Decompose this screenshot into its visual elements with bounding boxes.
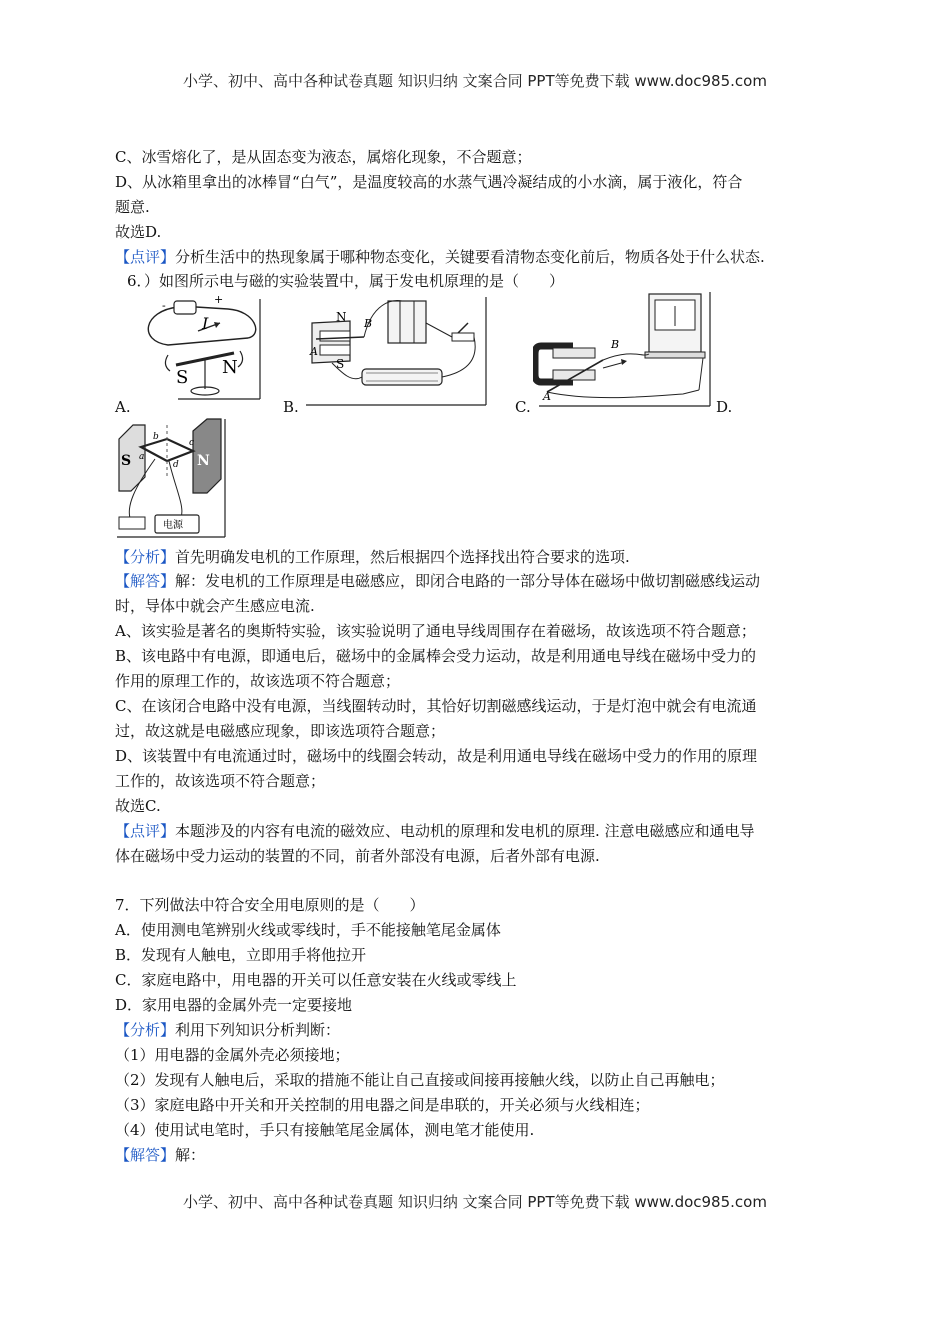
battery-minus-label: - — [162, 299, 166, 312]
rod-b-label: B — [611, 338, 620, 351]
battery-pack-icon — [388, 301, 426, 343]
review-text: 本题涉及的内容有电流的磁效应、电动机的原理和发电机的原理. 注意电磁感应和通电导 — [175, 822, 755, 840]
needle-n-label: N — [222, 357, 238, 378]
rheostat-icon — [362, 369, 442, 385]
solution-text: 解：发电机的工作原理是电磁感应，即闭合电路的一部分导体在磁场中做切割磁感线运动 — [175, 572, 761, 590]
coil-c-label: c — [189, 438, 195, 448]
rod-b-label: B — [364, 317, 373, 330]
rod-a-label: A — [543, 390, 551, 403]
switch-icon — [119, 517, 145, 529]
q7-solution — [115, 1146, 205, 1164]
q6-option-d-explanation: D、该装置中有电流通过时，磁场中的线圈会转动，故是利用通电导线在磁场中受力的作用的原理 — [115, 747, 758, 765]
magnet-s-label: S — [336, 357, 345, 371]
review-tag: 【点评】 — [115, 248, 176, 266]
solution-tag: 【解答】 — [115, 1146, 176, 1164]
q6-answer: 故选C. — [115, 797, 161, 815]
analysis-tag: 【分析】 — [115, 548, 176, 566]
q6-option-b-explanation: B、该电路中有电源，即通电后，磁场中的金属棒会受力运动，故是利用通电导线在磁场中受力的 — [115, 647, 757, 665]
q5-option-d-explanation: D、从冰箱里拿出的冰棒冒“白气”，是温度较高的水蒸气遇冷凝结成的小水滴，属于液化，符合 — [115, 173, 743, 191]
q5-answer: 故选D. — [115, 223, 162, 241]
q6-analysis — [115, 548, 630, 566]
option-a-label: A. — [115, 398, 131, 416]
figure-b-motor-principle — [302, 293, 490, 408]
q6-option-d-explanation-cont: 工作的，故该选项不符合题意； — [115, 772, 326, 790]
q5-option-c-explanation: C、冰雪熔化了，是从固态变为液态，属熔化现象，不合题意； — [115, 148, 532, 166]
solution-tag: 【解答】 — [115, 572, 176, 590]
analysis-text: 首先明确发电机的工作原理，然后根据四个选择找出符合要求的选项. — [175, 548, 630, 566]
q6-review-cont: 体在磁场中受力运动的装置的不同，前者外部没有电源，后者外部有电源. — [115, 847, 600, 865]
review-tag: 【点评】 — [115, 822, 176, 840]
figure-d-coil-motor — [115, 417, 229, 541]
q6-option-a-explanation: A、该实验是著名的奥斯特实验，该实验说明了通电导线周围存在着磁场，故该选项不符合题意； — [115, 622, 756, 640]
battery-icon — [174, 301, 196, 314]
q6-solution-cont: 时，导体中就会产生感应电流. — [115, 597, 315, 615]
option-d-label: D. — [716, 398, 733, 416]
battery-plus-label: + — [214, 293, 224, 306]
q6-option-c-explanation: C、在该闭合电路中没有电源，当线圈转动时，其恰好切割磁感线运动，于是灯泡中就会有电流通 — [115, 697, 757, 715]
q6-option-b-explanation-cont: 作用的原理工作的，故该选项不符合题意； — [115, 672, 401, 690]
solution-text: 解： — [175, 1146, 206, 1164]
figure-c-generator-galvanometer — [533, 288, 713, 410]
q6-option-c-explanation-cont: 过，故这就是电磁感应现象，即该选项符合题意； — [115, 722, 446, 740]
q7-stem: 7．下列做法中符合安全用电原则的是（ ） — [115, 896, 425, 914]
page-header: 小学、初中、高中各种试卷真题 知识归纳 文案合同 PPT等免费下载 www.doc985.com — [183, 72, 767, 90]
option-b-label: B. — [283, 398, 299, 416]
q7-option-b: B．发现有人触电，立即用手将他拉开 — [115, 946, 367, 964]
needle-s-label: S — [176, 367, 189, 388]
q5-review — [115, 248, 765, 266]
coil-b-label: b — [153, 432, 159, 442]
q6-stem: 6．）如图所示电与磁的实验装置中，属于发电机原理的是（ ） — [127, 272, 565, 290]
q7-analysis — [115, 1021, 340, 1039]
q7-point-2: （2）发现有人触电后，采取的措施不能让自己直接或间接再接触火线，以防止自己再触电； — [115, 1071, 725, 1089]
q7-point-4: （4）使用试电笔时，手只有接触笔尾金属体，测电笔才能使用. — [115, 1121, 535, 1139]
magnet-s-label: S — [121, 453, 132, 469]
magnet-n-label: N — [197, 453, 210, 469]
switch-icon — [452, 333, 474, 341]
page-footer: 小学、初中、高中各种试卷真题 知识归纳 文案合同 PPT等免费下载 www.doc985.com — [183, 1193, 767, 1211]
q7-option-d: D．家用电器的金属外壳一定要接地 — [115, 996, 353, 1014]
q7-option-a: A．使用测电笔辨别火线或零线时，手不能接触笔尾金属体 — [115, 921, 501, 939]
q7-point-3: （3）家庭电路中开关和开关控制的用电器之间是串联的，开关必须与火线相连； — [115, 1096, 650, 1114]
rod-a-label: A — [310, 345, 318, 358]
analysis-tag: 【分析】 — [115, 1021, 176, 1039]
q5-option-d-explanation-cont: 题意. — [115, 198, 150, 216]
power-source-label: 电源 — [163, 520, 183, 531]
q6-review — [115, 822, 755, 840]
q7-option-c: C．家庭电路中，用电器的开关可以任意安装在火线或零线上 — [115, 971, 517, 989]
analysis-text: 利用下列知识分析判断： — [175, 1021, 341, 1039]
current-label: I — [202, 314, 209, 333]
option-c-label: C. — [515, 398, 531, 416]
q6-solution — [115, 572, 760, 590]
coil-d-label: d — [173, 460, 179, 470]
review-text: 分析生活中的热现象属于哪种物态变化，关键要看清物态变化前后，物质各处于什么状态. — [175, 248, 765, 266]
magnet-n-label: N — [336, 310, 347, 324]
q7-point-1: （1）用电器的金属外壳必须接地； — [115, 1046, 350, 1064]
figure-a-oersted-experiment — [138, 293, 263, 403]
coil-a-label: a — [139, 452, 145, 462]
